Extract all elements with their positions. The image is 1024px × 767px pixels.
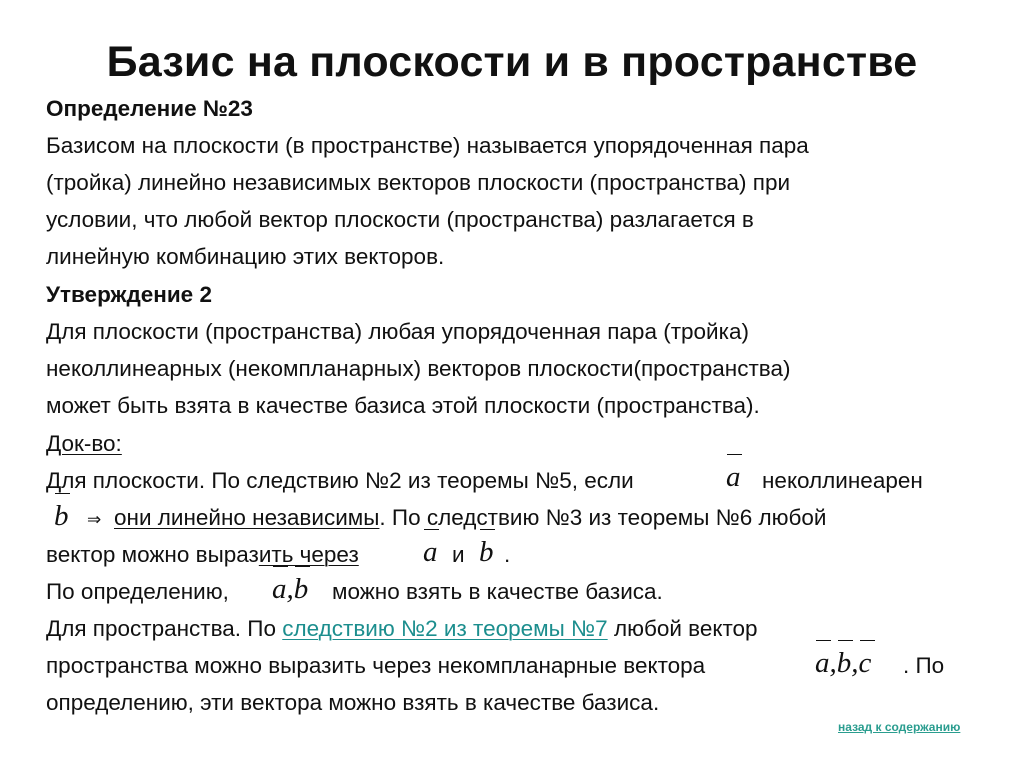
vector-b: b [54, 500, 69, 532]
back-to-contents-link[interactable]: назад к содержанию [838, 720, 961, 734]
proof-line-1: Для плоскости. По следствию №2 из теоремы №5, если [46, 468, 634, 493]
proof-label: Док-во: [46, 431, 122, 456]
definition-line-3: условии, что любой вектор плоскости (пространства) разлагается в [46, 207, 754, 232]
definition-line-2: (тройка) линейно независимых векторов плоскости (пространства) при [46, 170, 791, 195]
proof-line-6: пространства можно выразить через некомпланарные вектора [46, 653, 706, 678]
definition-line-1: Базисом на плоскости (в пространстве) называется упорядоченная пара [46, 133, 809, 158]
proof-line-3: вектор можно выразить через [46, 542, 359, 567]
corollary-link[interactable]: следствию №2 из теоремы №7 [282, 616, 608, 641]
vector-b: b [479, 536, 494, 568]
statement-heading: Утверждение 2 [46, 282, 212, 307]
proof-line-2: они линейно независимы. По следствию №3 из теоремы №6 любой [114, 505, 827, 530]
vectors-a-b: a,b [272, 573, 309, 605]
vector-a: a [726, 461, 741, 493]
proof-line-7: определению, эти вектора можно взять в качестве базиса. [46, 690, 660, 715]
statement-line-3: может быть взята в качестве базиса этой плоскости (пространства). [46, 393, 760, 418]
proof-line-6-end: . По [903, 653, 945, 678]
vectors-a-b-c: a,b,c [815, 647, 872, 679]
definition-line-4: линейную комбинацию этих векторов. [46, 244, 445, 269]
page-title: Базис на плоскости и в пространстве [106, 38, 918, 86]
proof-line-3-and: и [452, 542, 465, 567]
implies-icon: ⇒ [87, 510, 102, 529]
proof-line-1-end: неколлинеарен [762, 468, 923, 493]
statement-line-2: неколлинеарных (некомпланарных) векторов плоскости(пространства) [46, 356, 791, 381]
vector-a: a [423, 536, 438, 568]
proof-line-4: По определению, [46, 579, 229, 604]
definition-heading: Определение №23 [46, 96, 253, 121]
proof-line-3-end: . [504, 542, 511, 567]
proof-line-5: Для пространства. По следствию №2 из теоремы №7 любой вектор [46, 616, 758, 641]
proof-line-4-end: можно взять в качестве базиса. [332, 579, 663, 604]
statement-line-1: Для плоскости (пространства) любая упорядоченная пара (тройка) [46, 319, 749, 344]
